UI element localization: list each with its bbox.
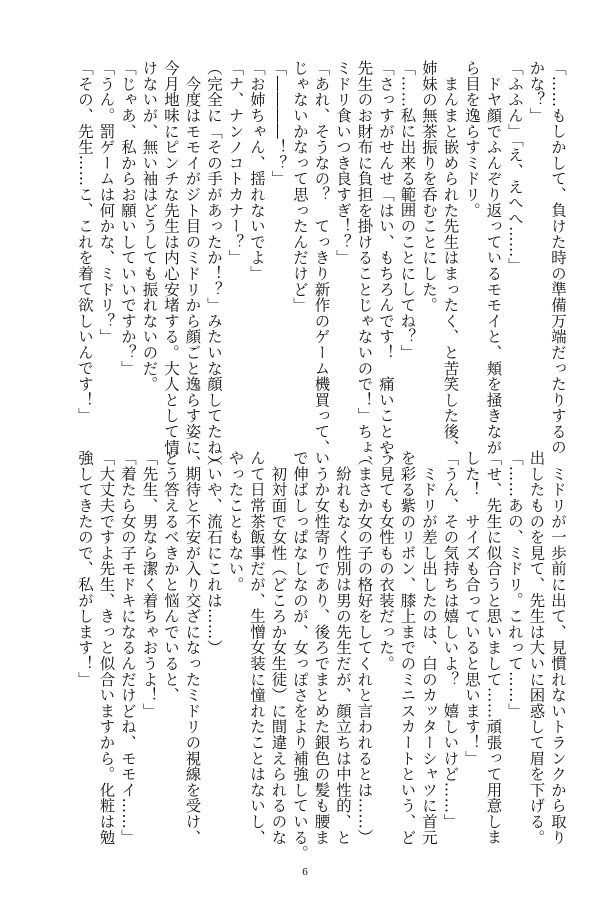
text-line: まんまと嵌められた先生はまったく、と苦笑した後、 — [441, 60, 460, 455]
text-line: 「じゃあ、私からお願いしていいですか？」 — [119, 60, 137, 376]
text-line: 「……私に出来る範囲のことにしてね？」 — [398, 60, 417, 361]
text-line: ミドリ食いつき良すぎ！？」 — [334, 60, 352, 266]
text-line: 今度はモモイがジト目のミドリから顔ごと逸らす姿に、 — [183, 60, 202, 471]
text-line: じゃないかなって思ったんだけど」 — [291, 60, 309, 313]
text-line: やったこともない。 — [226, 450, 245, 593]
text-line: 「せ、先生に似合うと思いまして……頑張って用意しま — [484, 450, 503, 845]
text-line: ら目を逸らすミドリ。 — [463, 60, 481, 218]
text-line: 「先生、男なら潔く着ちゃおうよ！」 — [140, 450, 159, 719]
text-line: （まさか女の子の格好をしてくれと言われるとは……） — [355, 450, 374, 845]
text-line: 今月地味にピンチな先生は内心安堵する。大人として情 — [162, 60, 180, 455]
text-line: 「さっすがせんせ「はい、もちろんです！ 痛いことや、 — [377, 60, 395, 471]
text-line: 「ふふん」「え、えへへ……」 — [506, 60, 524, 274]
text-line: 「うん、その気持ちは嬉しいよ？ 嬉しいけど……」 — [441, 450, 460, 830]
text-line: う見ても女性もの衣装だった。 — [377, 450, 395, 672]
text-line: 初対面で女性（どころか女生徒）に間違えられるのな — [269, 450, 288, 845]
text-line: を彩る紫のリボン、膝上までのミニスカートという、ど — [398, 450, 417, 845]
text-line: 「――――！？」 — [269, 60, 288, 187]
text-line: 「うん。罰ゲームは何かな、ミドリ？」 — [97, 60, 116, 345]
text-line: 期待と不安が入り交ざになったミドリの視線を受け、 — [183, 450, 202, 845]
text-line: 「……あの、ミドリ。これって……」 — [506, 450, 524, 719]
text-line: 「……もしかして、負けた時の準備万端だったりするの — [549, 60, 567, 455]
text-line: した！ サイズも合っていると思います！」 — [463, 450, 481, 766]
top-text-block — [74, 60, 569, 471]
text-line: ミドリが一歩前に出て、見慣れないトランクから取り — [549, 450, 567, 845]
text-line: 「その、先生……こ、これを着て欲しいんです！」 — [76, 60, 94, 424]
text-line: （いや、流石にこれは……） — [205, 450, 223, 656]
text-line: かな？」 — [527, 60, 546, 124]
text-line: 「ナ、ナンノコトカナー？」 — [226, 60, 245, 266]
text-line: 姉妹の無茶振りを呑むことにした。 — [420, 60, 438, 313]
text-line: （完全に「その手があったか！？」みたいな顔してたね） — [205, 60, 223, 471]
text-line: けないが、無い袖はどうしても振れないのだ。 — [140, 60, 159, 392]
text-line: 強してきたので、私がします！」 — [76, 450, 94, 687]
text-line: で伸ばしっぱなしなのが、女っぽさをより補強している。 — [291, 450, 309, 861]
text-line: ミドリが差し出したのは、白のカッターシャツに首元 — [420, 450, 438, 845]
page-number: 6 — [302, 866, 308, 878]
text-line: 「お姉ちゃん、揺れないでよ」 — [248, 60, 266, 282]
text-line: 出したものを見て、先生は大いに困惑して眉を下げる。 — [527, 450, 546, 845]
text-line: 紛れもなく性別は男の先生だが、顔立ちは中性的、と — [334, 450, 352, 845]
text-line: 「大丈夫ですよ先生、きっと似合いますから。化粧は勉 — [97, 450, 116, 845]
text-line: ドヤ顔でふんぞり返っているモモイと、頬を掻きなが — [484, 60, 503, 455]
text-line: んて日常茶飯事だが、生憎女装に憧れたことはないし、 — [248, 450, 266, 845]
bottom-text-block — [74, 450, 569, 861]
text-line: いうか女性寄りであり、後ろでまとめた銀色の髪も腰ま — [312, 450, 331, 845]
text-line: どう答えるべきかと悩んでいると、 — [162, 450, 180, 703]
text-line: 先生のお財布に負担を掛けることじゃないので！」ちょ、 — [355, 60, 374, 471]
text-line: 「あれ、そうなの？ てっきり新作のゲーム機買って、 — [312, 60, 331, 455]
text-line: 「着たら女の子モドキになるんだけどね、モモイ……」 — [119, 450, 137, 845]
